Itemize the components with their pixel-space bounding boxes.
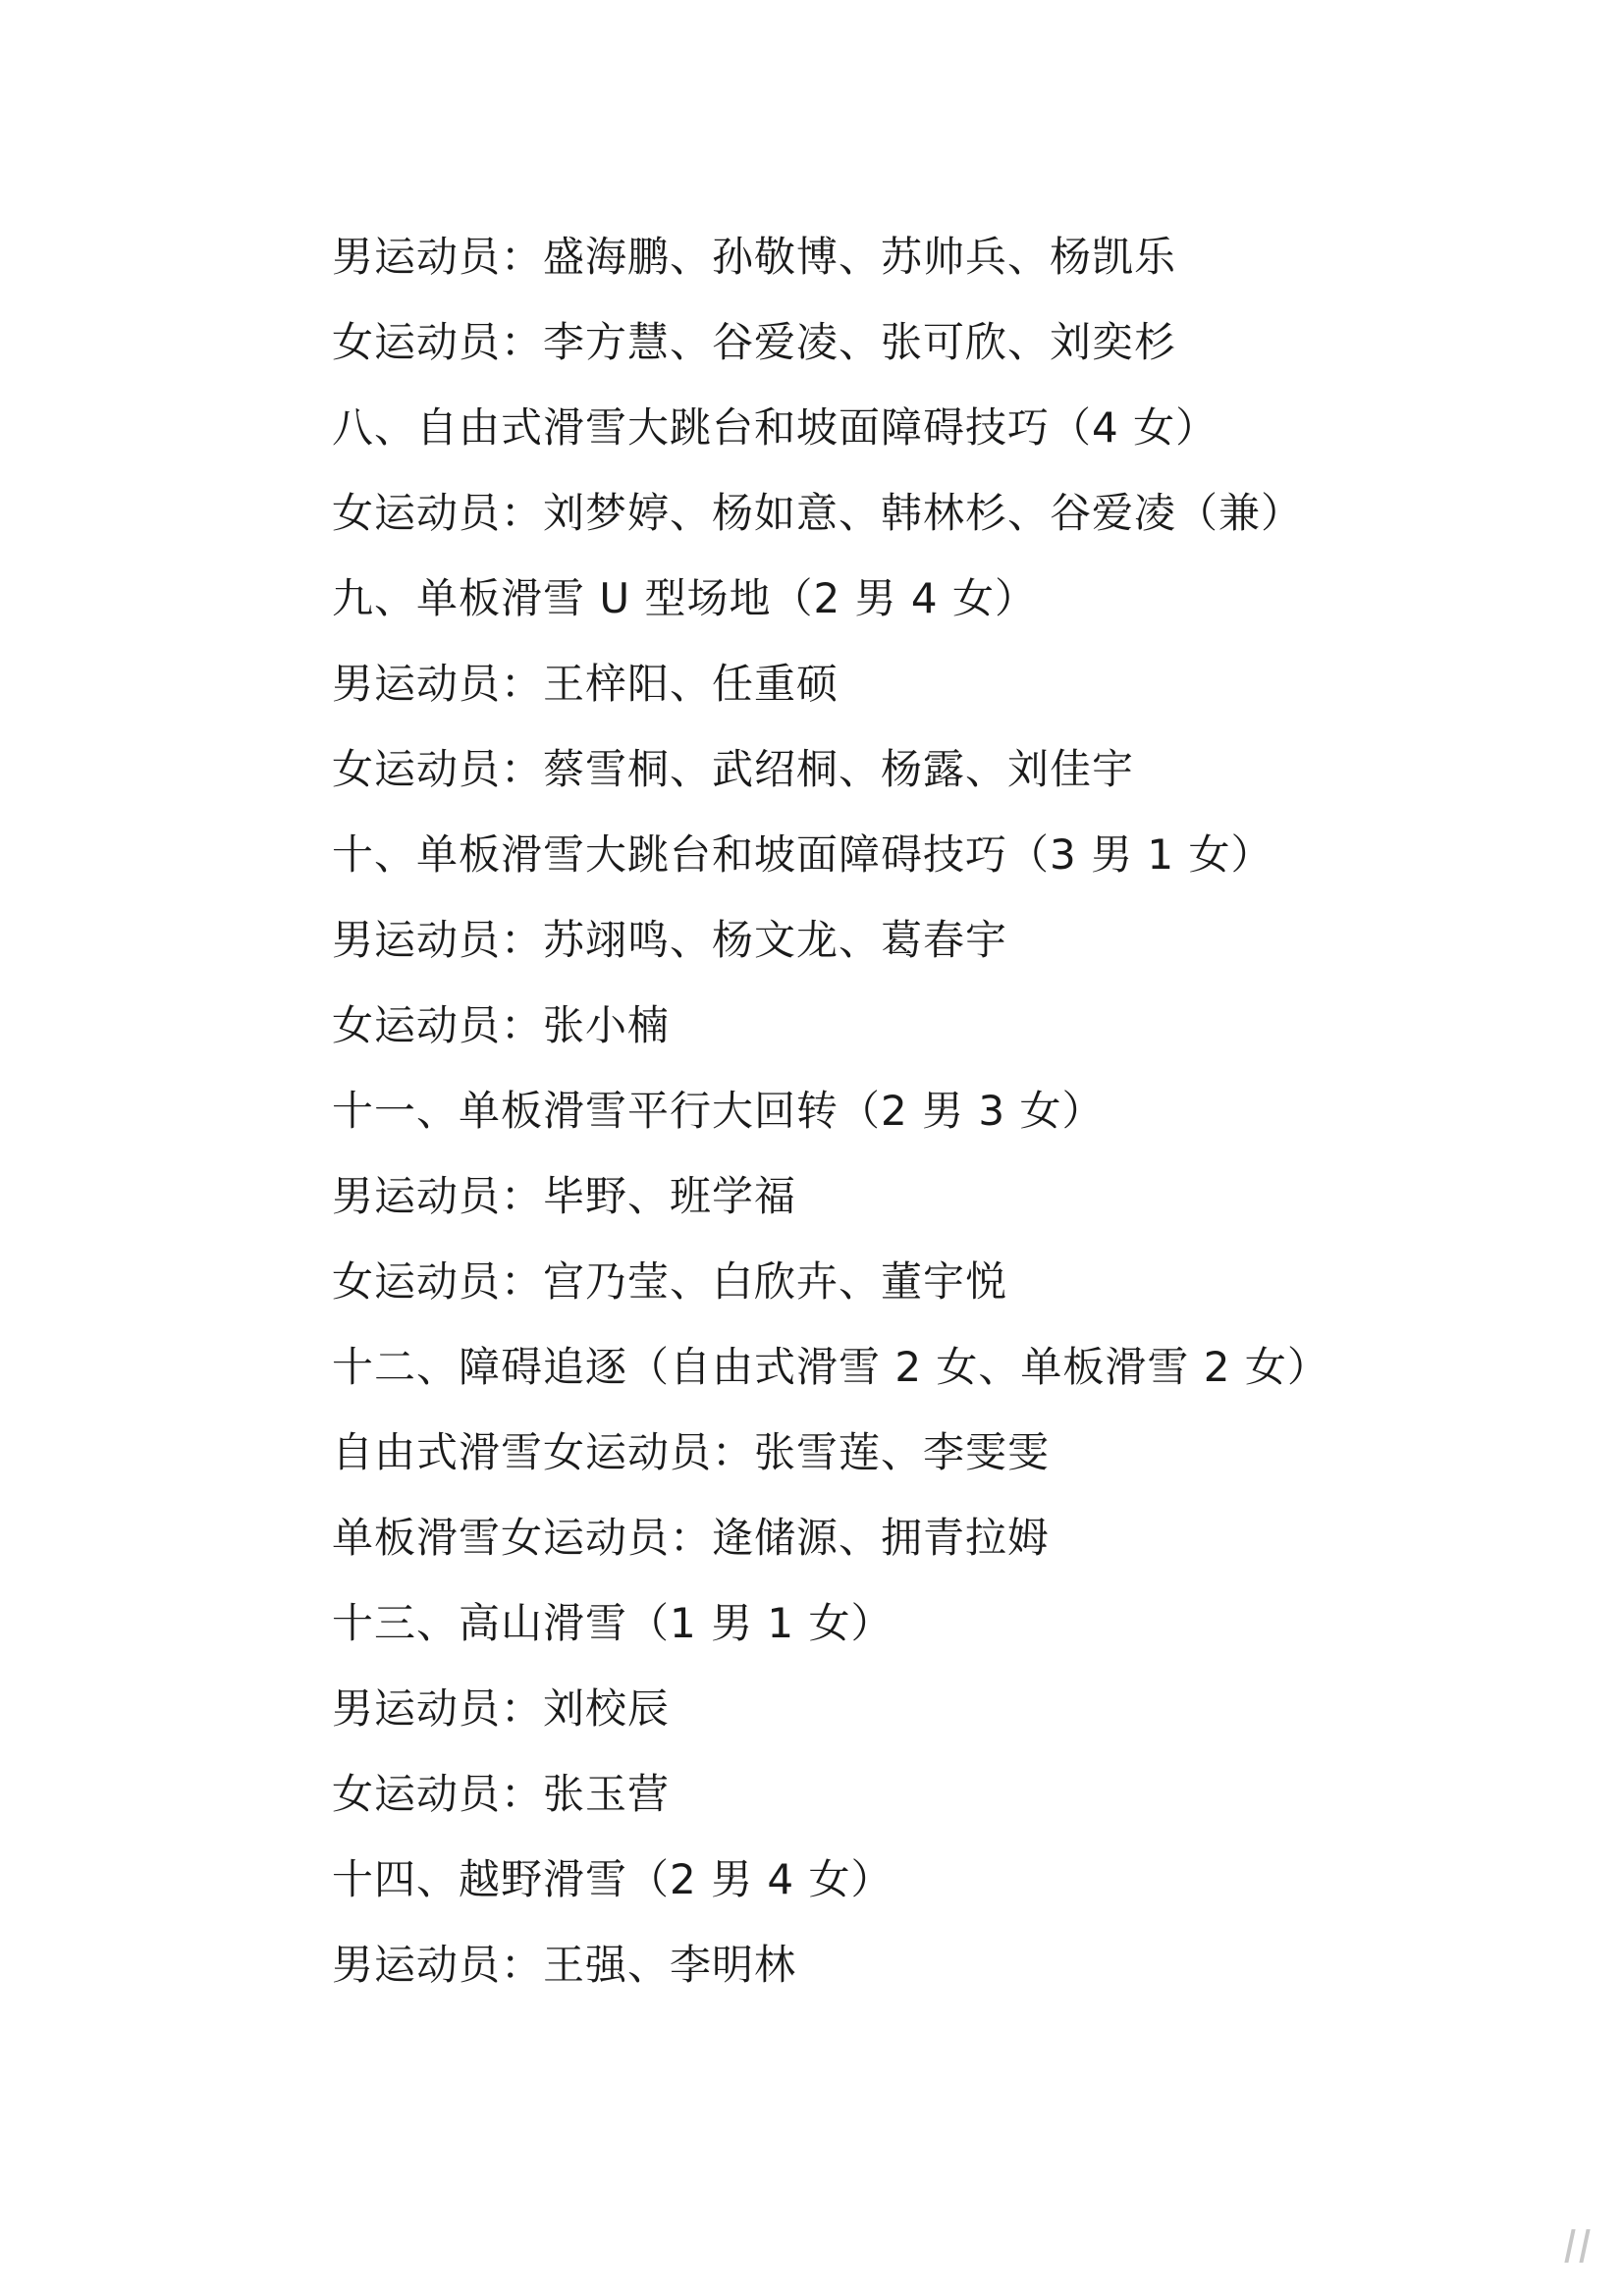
section-heading: 十一、单板滑雪平行大回转（2 男 3 女）	[332, 1087, 1105, 1135]
text-line: 女运动员：张玉营	[332, 1770, 671, 1818]
text-line: 男运动员：盛海鹏、孙敬博、苏帅兵、杨凯乐	[332, 233, 1177, 281]
section-heading: 十三、高山滑雪（1 男 1 女）	[332, 1599, 893, 1647]
text-line: 男运动员：王强、李明林	[332, 1941, 797, 1989]
text-line: 男运动员：王梓阳、任重硕	[332, 660, 839, 708]
section-heading: 十二、障碍追逐（自由式滑雪 2 女、单板滑雪 2 女）	[332, 1343, 1329, 1391]
text-line: 女运动员：张小楠	[332, 1001, 671, 1049]
double-slash-logo-icon	[1564, 2229, 1590, 2263]
athlete-list	[332, 224, 1329, 2017]
text-line: 自由式滑雪女运动员：张雪莲、李雯雯	[332, 1428, 1051, 1476]
section-heading: 八、自由式滑雪大跳台和坡面障碍技巧（4 女）	[332, 403, 1218, 452]
section-heading: 十、单板滑雪大跳台和坡面障碍技巧（3 男 1 女）	[332, 830, 1273, 879]
text-line: 男运动员：毕野、班学福	[332, 1172, 797, 1220]
section-heading: 十四、越野滑雪（2 男 4 女）	[332, 1855, 893, 1903]
text-line: 女运动员：刘梦婷、杨如意、韩林杉、谷爱凌（兼）	[332, 489, 1304, 537]
text-line: 女运动员：李方慧、谷爱凌、张可欣、刘奕杉	[332, 318, 1177, 366]
text-line: 女运动员：宫乃莹、白欣卉、董宇悦	[332, 1257, 1008, 1306]
text-line: 单板滑雪女运动员：逄储源、拥青拉姆	[332, 1514, 1051, 1562]
text-line: 男运动员：苏翊鸣、杨文龙、葛春宇	[332, 916, 1008, 964]
text-line: 女运动员：蔡雪桐、武绍桐、杨露、刘佳宇	[332, 745, 1135, 793]
text-line: 男运动员：刘校辰	[332, 1684, 671, 1733]
watermark	[1568, 2229, 1597, 2263]
section-heading: 九、单板滑雪 U 型场地（2 男 4 女）	[332, 574, 1037, 622]
